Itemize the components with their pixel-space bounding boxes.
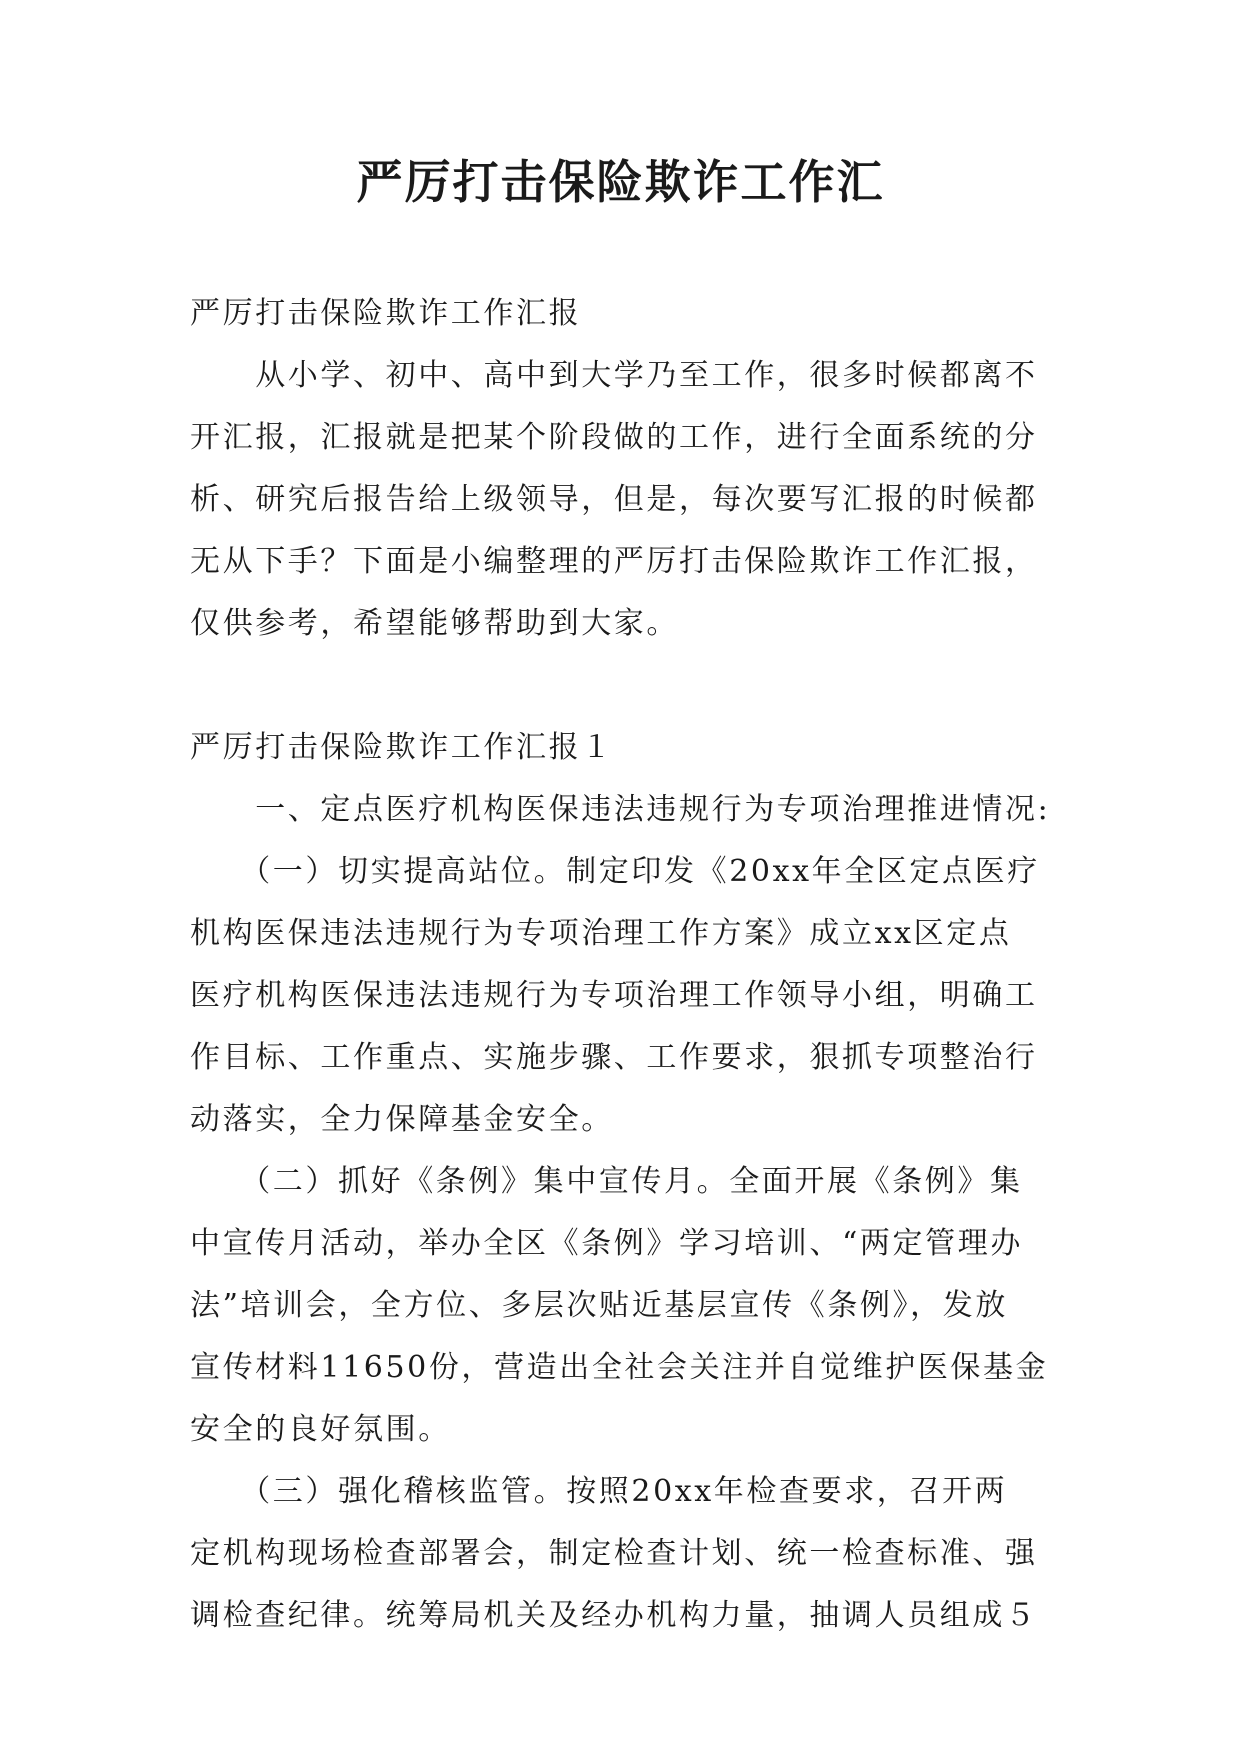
- para-3-line-3: 调检查纪律。统筹局机关及经办机构力量，抽调人员组成５: [190, 1598, 1038, 1633]
- para-2-line-3: 法”培训会，全方位、多层次贴近基层宣传《条例》，发放: [190, 1288, 1008, 1323]
- item-heading-1: 一、定点医疗机构医保违法违规行为专项治理推进情况:: [190, 792, 1051, 827]
- para-2-line-1: （二）抓好《条例》集中宣传月。全面开展《条例》集: [190, 1164, 1023, 1199]
- para-1-line-5: 动落实，全力保障基金安全。: [190, 1102, 614, 1137]
- para-1-line-2: 机构医保违法违规行为专项治理工作方案》成立xx区定点: [190, 916, 1012, 951]
- subtitle-line: 严厉打击保险欺诈工作汇报: [190, 296, 582, 331]
- document-title: 严厉打击保险欺诈工作汇: [356, 155, 885, 209]
- intro-line-1: 从小学、初中、高中到大学乃至工作，很多时候都离不: [190, 358, 1038, 393]
- section-heading: 严厉打击保险欺诈工作汇报１: [190, 730, 614, 765]
- blank-line: [190, 655, 1050, 717]
- para-1-line-1: （一）切实提高站位。制定印发《20xx年全区定点医疗: [190, 854, 1040, 889]
- para-2-line-4: 宣传材料11650份，营造出全社会关注并自觉维护医保基金: [190, 1350, 1049, 1385]
- document-body: [190, 283, 1050, 1647]
- para-2-line-2: 中宣传月活动，举办全区《条例》学习培训、“两定管理办: [190, 1226, 1023, 1261]
- intro-line-4: 无从下手？下面是小编整理的严厉打击保险欺诈工作汇报，: [190, 544, 1038, 579]
- intro-line-2: 开汇报，汇报就是把某个阶段做的工作，进行全面系统的分: [190, 420, 1038, 455]
- para-1-line-4: 作目标、工作重点、实施步骤、工作要求，狠抓专项整治行: [190, 1040, 1038, 1075]
- para-3-line-1: （三）强化稽核监管。按照20xx年检查要求，召开两: [190, 1474, 1008, 1509]
- para-3-line-2: 定机构现场检查部署会，制定检查计划、统一检查标准、强: [190, 1536, 1038, 1571]
- intro-line-3: 析、研究后报告给上级领导，但是，每次要写汇报的时候都: [190, 482, 1038, 517]
- para-1-line-3: 医疗机构医保违法违规行为专项治理工作领导小组，明确工: [190, 978, 1038, 1013]
- para-2-line-5: 安全的良好氛围。: [190, 1412, 451, 1447]
- intro-line-5: 仅供参考，希望能够帮助到大家。: [190, 606, 679, 641]
